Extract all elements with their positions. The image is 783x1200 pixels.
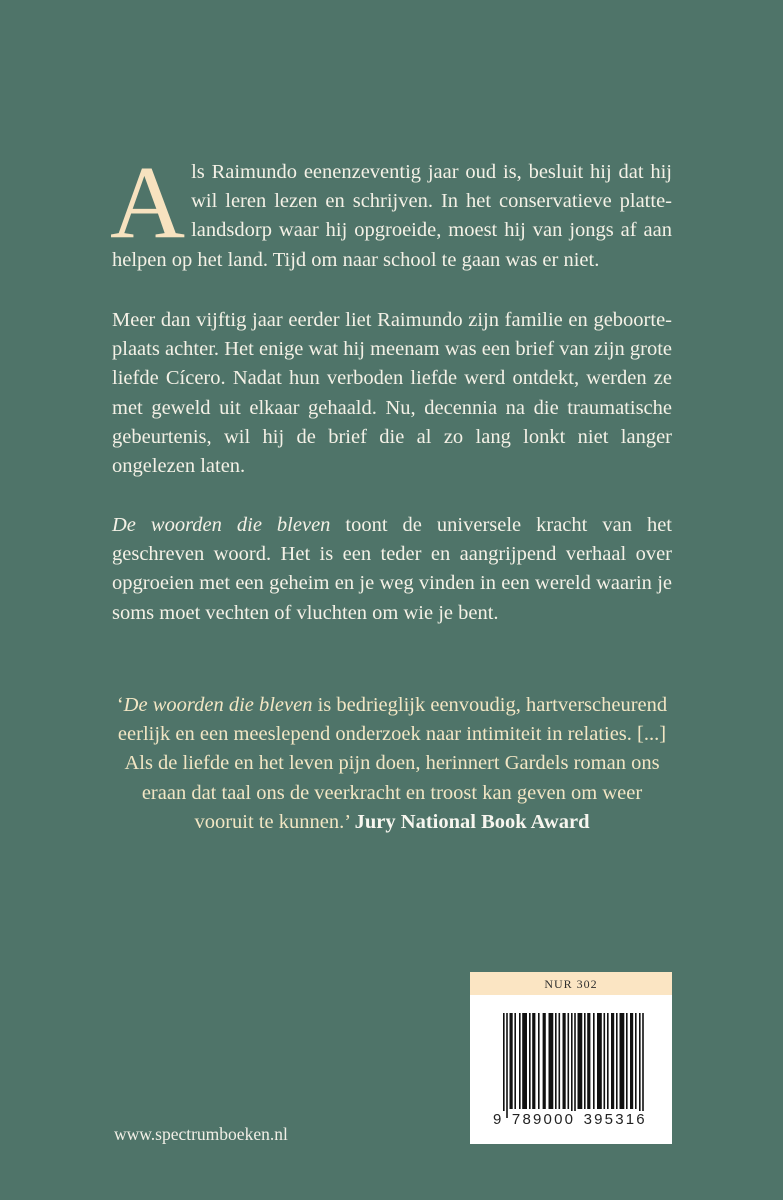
publisher-website-link[interactable]: www.spectrumboeken.nl — [114, 1124, 288, 1144]
nur-code: NUR 302 — [470, 972, 672, 995]
isbn-number — [492, 1111, 652, 1128]
quote-open-mark: ‘ — [116, 694, 124, 716]
paragraph-1-text: ls Raimundo eenenzeventig jaar oud is, besluit hij dat hij wil leren lezen en schrijven. In het conservatieve platte-landsdorp waar hij opgroeide, moest hij van jongs af aan helpen op het land. Tijd om naar school te gaan was er niet. — [112, 161, 672, 271]
blurb-paragraph-2 — [112, 306, 672, 481]
quote-attribution: Jury National Book Award — [354, 810, 590, 833]
isbn-group-2: 395316 — [583, 1111, 647, 1128]
blurb-paragraph-3 — [112, 511, 672, 628]
book-title-italic: De woorden die bleven — [112, 514, 331, 536]
quote-book-title: De woorden die bleven — [123, 694, 313, 716]
quote-text: is bedrieglijk eenvoudig, hartverscheurend eerlijk en een meeslepend onderzoek naar intimiteit in relaties. [...] Als de liefde en het leven pijn doen, herinnert Gardels roman ons eraan dat taal ons de veerkracht en troost kan geven om weer vooruit te kunnen.’ — [117, 694, 668, 833]
paragraph-3-text: toont de universele kracht van het geschreven woord. Het is een teder en aangrijpend verhaal over opgroeien met een geheim en je weg vinden in een wereld waarin je soms moet vechten of vluchten om wie je bent. — [112, 514, 672, 624]
blurb-paragraph-1 — [110, 145, 672, 275]
paragraph-2-text: Meer dan vijftig jaar eerder liet Raimundo zijn familie en geboorte-plaats achter. Het enige wat hij meenam was een brief van zijn grote liefde Cícero. Nadat hun verboden liefde werd ontdekt, werden ze met geweld uit elkaar gehaald. Nu, decennia na die traumatische gebeurtenis, wil hij de brief die al zo lang lonkt niet langer ongelezen laten. — [112, 309, 672, 478]
barcode-icon — [503, 1013, 644, 1118]
drop-cap: A — [110, 145, 186, 260]
barcode-box — [470, 972, 672, 1144]
review-quote — [112, 691, 672, 837]
isbn-group-1: 789000 — [511, 1111, 576, 1128]
isbn-first-digit: 9 — [493, 1111, 504, 1128]
